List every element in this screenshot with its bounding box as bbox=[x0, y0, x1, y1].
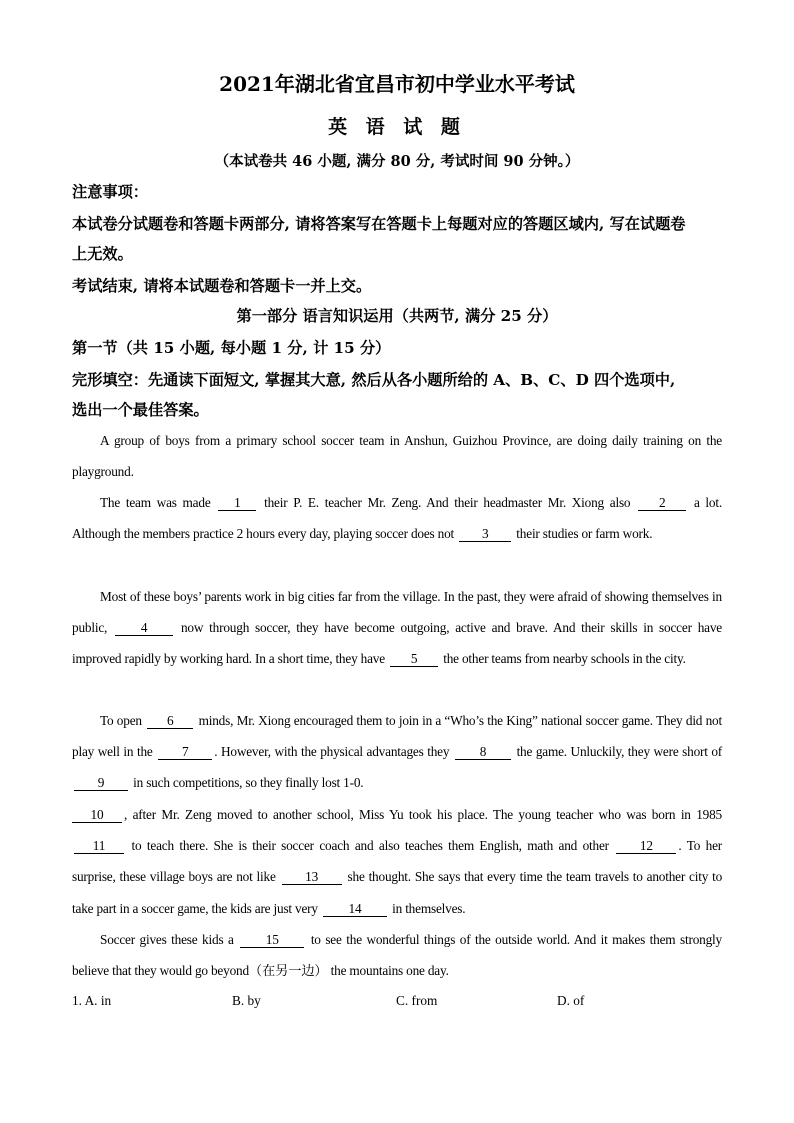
instruction-line-2: 选出一个最佳答案。 bbox=[72, 401, 209, 419]
passage-text: . However, with the physical advantages they bbox=[214, 744, 450, 760]
passage-text: Most of these boys’ parents work in big cities far from the village. In the past, they were afraid of showing themselves in public, bbox=[72, 589, 722, 636]
passage-text: in such competitions, so they finally lost 1-0. bbox=[133, 775, 364, 791]
notice-line-1: 本试卷分试题卷和答题卡两部分, 请将答案写在答题卡上每题对应的答题区域内, 写在试题卷 bbox=[72, 215, 686, 233]
passage-paragraph-3 bbox=[72, 581, 722, 675]
passage-text: , after Mr. Zeng moved to another school, Miss Yu took his place. The young teacher who was born in 1985 bbox=[124, 807, 722, 822]
blank-13: 13 bbox=[282, 870, 342, 885]
option-b[interactable]: B. by bbox=[232, 993, 261, 1008]
passage-text: The team was made bbox=[100, 495, 211, 510]
passage-text: to see the wonderful things of the outside world. And it makes them strongly believe that they would go beyond（在另一边） the mountains one day. bbox=[72, 932, 722, 979]
blank-3: 3 bbox=[459, 527, 511, 542]
notice-line-2: 上无效。 bbox=[72, 245, 133, 263]
passage-text: she thought. She says that every time the team travels to another city to take part in a soccer game, the kids are just very bbox=[72, 869, 723, 916]
passage-paragraph-2 bbox=[72, 487, 722, 549]
blank-14: 14 bbox=[323, 902, 387, 917]
passage-paragraph-4 bbox=[72, 705, 722, 799]
passage-text: A group of boys from a primary school soccer team in Anshun, Guizhou Province, are doing daily training on the playground. bbox=[72, 433, 722, 480]
blank-15: 15 bbox=[240, 933, 304, 948]
option-a[interactable]: 1. A. in bbox=[72, 993, 112, 1008]
blank-2: 2 bbox=[638, 496, 686, 511]
blank-12: 12 bbox=[616, 839, 676, 854]
option-d[interactable]: D. of bbox=[557, 993, 585, 1008]
notice-line-3: 考试结束, 请将本试题卷和答题卡一并上交。 bbox=[72, 277, 372, 295]
option-c[interactable]: C. from bbox=[396, 993, 438, 1008]
passage-text: To open bbox=[100, 713, 142, 728]
notice-heading: 注意事项： bbox=[72, 183, 148, 201]
passage-text: the other teams from nearby schools in the city. bbox=[443, 651, 686, 667]
passage-paragraph-6 bbox=[72, 924, 722, 986]
part1-heading: 第一部分 语言知识运用（共两节, 满分 25 分） bbox=[236, 307, 558, 325]
blank-5: 5 bbox=[390, 652, 438, 667]
passage-text: to teach there. She is their soccer coach and also teaches them English, math and other bbox=[131, 838, 609, 854]
passage-text: their P. E. teacher Mr. Zeng. And their headmaster Mr. Xiong also bbox=[264, 495, 631, 510]
blank-7: 7 bbox=[158, 745, 212, 760]
passage-paragraph-5 bbox=[72, 799, 722, 924]
passage-text: now through soccer, they have become outgoing, active and brave. And their skills in soccer have improved rapidly by working hard. In a short time, they have bbox=[72, 620, 723, 667]
instruction-line-1: 完形填空：先通读下面短文, 掌握其大意, 然后从各小题所给的 A、B、C、D 四个选项中, bbox=[72, 371, 676, 389]
blank-1: 1 bbox=[218, 496, 256, 511]
exam-note: （本试卷共 46 小题, 满分 80 分, 考试时间 90 分钟。） bbox=[214, 153, 580, 170]
passage-paragraph-1 bbox=[72, 425, 722, 487]
blank-11: 11 bbox=[74, 839, 124, 854]
passage-text: their studies or farm work. bbox=[516, 526, 653, 542]
blank-4: 4 bbox=[115, 621, 173, 636]
subject-title: 英 语 试 题 bbox=[328, 116, 466, 138]
exam-title: 2021年湖北省宜昌市初中学业水平考试 bbox=[219, 72, 575, 96]
passage-text: in themselves. bbox=[392, 900, 466, 916]
blank-8: 8 bbox=[455, 745, 511, 760]
passage-text: Soccer gives these kids a bbox=[100, 932, 234, 947]
passage-text: . To her surprise, these village boys are not like bbox=[72, 838, 722, 885]
passage-text: a lot. Although the members practice 2 hours every day, playing soccer does not bbox=[72, 495, 722, 542]
passage-text: the game. Unluckily, they were short of bbox=[516, 744, 723, 760]
passage-text: minds, Mr. Xiong encouraged them to join in a “Who’s the King” national soccer game. They did not play well in the bbox=[72, 713, 723, 760]
question-1-options bbox=[72, 993, 722, 1013]
blank-6: 6 bbox=[147, 714, 193, 729]
section1-heading: 第一节（共 15 小题, 每小题 1 分, 计 15 分） bbox=[72, 339, 391, 357]
blank-9: 9 bbox=[74, 776, 128, 791]
blank-10: 10 bbox=[72, 808, 122, 823]
